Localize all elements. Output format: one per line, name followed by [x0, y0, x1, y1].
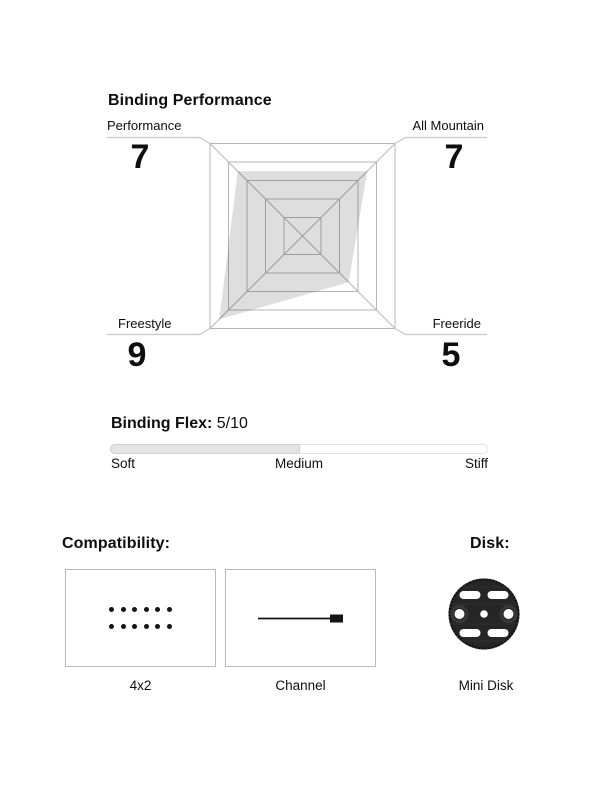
axis-label-performance: Performance [107, 118, 182, 133]
bolt-dot [121, 607, 126, 612]
compatibility-heading: Compatibility: [62, 535, 171, 552]
bolt-dot [121, 624, 126, 629]
bolt-pattern-4x2-icon [109, 607, 172, 629]
bolt-dot [155, 624, 160, 629]
disk-label: Mini Disk [458, 678, 514, 693]
axis-value-freestyle: 9 [127, 336, 147, 374]
axis-label-freeride: Freeride [432, 316, 481, 331]
bolt-dot [144, 624, 149, 629]
radar-data-polygon [219, 171, 367, 319]
flex-gauge-track [110, 444, 488, 454]
flex-heading [111, 414, 248, 434]
flex-scale-medium: Medium [274, 456, 323, 471]
bolt-dot [132, 607, 137, 612]
bolt-dot [109, 624, 114, 629]
compat-label-channel: Channel [275, 678, 326, 693]
compat-label-4x2: 4x2 [129, 678, 152, 693]
bolt-dot [132, 624, 137, 629]
bolt-dot [167, 624, 172, 629]
radar-chart-title: Binding Performance [108, 92, 272, 109]
mini-disk-icon [447, 577, 521, 651]
bolt-dot [144, 607, 149, 612]
axis-value-freeride: 5 [441, 336, 461, 374]
bolt-dot [167, 607, 172, 612]
flex-heading-label: Binding Flex: [111, 415, 213, 432]
compat-option-channel [225, 569, 376, 667]
flex-scale-stiff: Stiff [464, 456, 488, 471]
disk-heading: Disk: [470, 535, 510, 552]
channel-rail-icon [258, 610, 343, 627]
flex-heading-value: 5/10 [216, 415, 248, 432]
axis-value-performance: 7 [130, 138, 150, 176]
compat-option-4x2 [65, 569, 216, 667]
axis-value-all-mountain: 7 [444, 138, 464, 176]
flex-scale-soft: Soft [111, 456, 136, 471]
bolt-dot [155, 607, 160, 612]
bolt-dot [109, 607, 114, 612]
axis-label-all-mountain: All Mountain [412, 118, 484, 133]
flex-gauge-fill [110, 444, 300, 454]
axis-label-freestyle: Freestyle [118, 316, 172, 331]
